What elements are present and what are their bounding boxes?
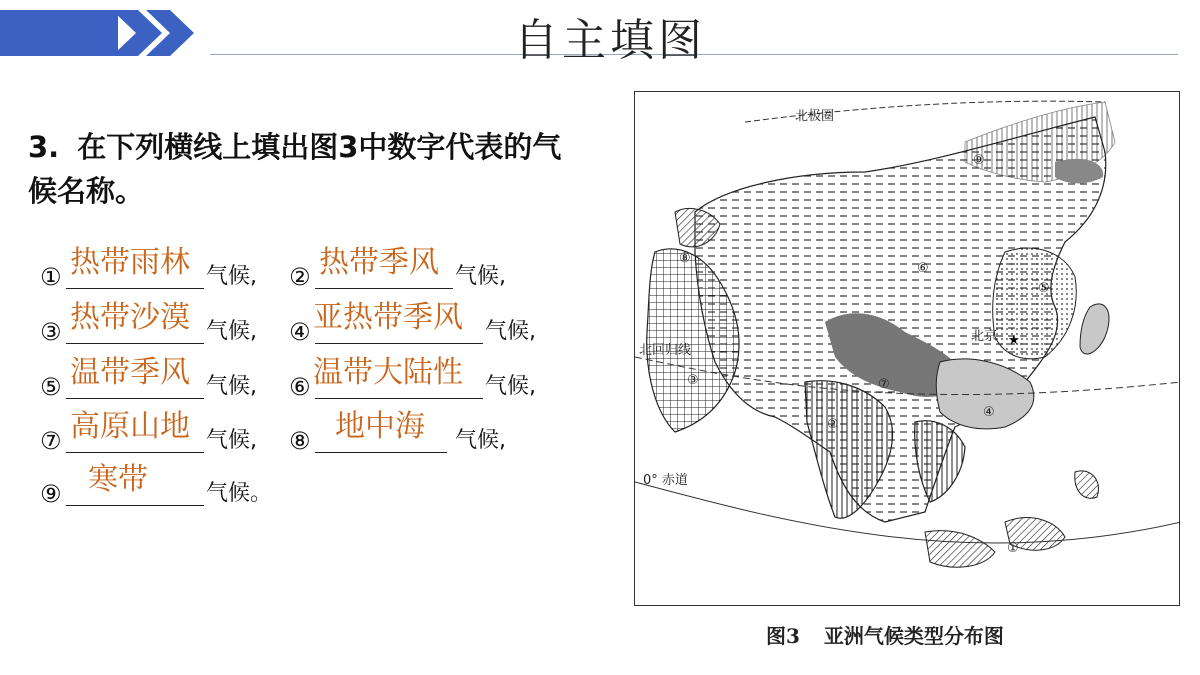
blank-line[interactable] bbox=[66, 288, 204, 289]
blank-line[interactable] bbox=[66, 398, 204, 399]
map-caption-number: 图3 bbox=[766, 624, 800, 648]
climate-map-svg bbox=[635, 92, 1180, 606]
answer-text: 热带季风 bbox=[319, 245, 439, 280]
answer-text: 地中海 bbox=[335, 409, 425, 444]
question-prompt: 在下列横线上填出图3中数字代表的气候名称。 bbox=[28, 130, 562, 208]
answer-row bbox=[40, 301, 569, 351]
beijing-label: 北京 bbox=[971, 329, 998, 344]
answer-row bbox=[40, 246, 529, 296]
temperate-monsoon-region bbox=[993, 248, 1077, 359]
beijing-star-icon: ★ bbox=[1008, 333, 1020, 348]
answer-text: 高原山地 bbox=[70, 409, 190, 444]
chevron-right-icon bbox=[112, 10, 212, 56]
region-marker-4: ④ bbox=[983, 405, 995, 420]
item-marker: ⑦ bbox=[40, 427, 62, 455]
item-suffix: 气候, bbox=[485, 374, 536, 399]
region-marker-8: ⑧ bbox=[679, 251, 691, 266]
region-marker-3: ③ bbox=[687, 373, 699, 388]
item-suffix: 气候, bbox=[206, 374, 257, 399]
equator-label: 0° 赤道 bbox=[643, 473, 688, 488]
item-suffix: 气候, bbox=[455, 264, 506, 289]
region-marker-7: ⑦ bbox=[878, 377, 890, 392]
item-suffix: 气候, bbox=[206, 264, 257, 289]
blank-line[interactable] bbox=[315, 343, 483, 344]
item-marker: ② bbox=[289, 263, 311, 291]
item-marker: ⑧ bbox=[289, 427, 311, 455]
answer-item bbox=[289, 410, 529, 460]
answer-row bbox=[40, 410, 529, 460]
answer-text: 寒带 bbox=[88, 462, 148, 497]
japan-region bbox=[1080, 304, 1109, 354]
blank-line[interactable] bbox=[315, 398, 483, 399]
answer-item bbox=[289, 246, 529, 296]
climate-map bbox=[634, 91, 1180, 606]
tropical-rainforest-region-3 bbox=[1075, 471, 1099, 498]
answer-item bbox=[40, 246, 282, 296]
answer-text: 热带沙漠 bbox=[70, 300, 190, 335]
answer-item bbox=[40, 410, 282, 460]
map-caption bbox=[766, 620, 1004, 649]
map-caption-title: 亚洲气候类型分布图 bbox=[823, 624, 1004, 648]
item-marker: ⑨ bbox=[40, 480, 62, 508]
answer-row bbox=[40, 463, 282, 513]
blank-line[interactable] bbox=[66, 452, 204, 453]
item-marker: ① bbox=[40, 263, 62, 291]
question-number: 3. bbox=[28, 130, 60, 164]
blank-line[interactable] bbox=[66, 505, 204, 506]
region-marker-2: ② bbox=[827, 417, 839, 432]
item-marker: ④ bbox=[289, 318, 311, 346]
answer-row bbox=[40, 356, 569, 406]
answer-item bbox=[40, 356, 282, 406]
answer-text: 热带雨林 bbox=[70, 245, 190, 280]
item-suffix: 气候, bbox=[485, 319, 536, 344]
region-marker-9: ⑨ bbox=[973, 153, 985, 168]
arctic-circle-label: 北极圈 bbox=[795, 109, 835, 124]
header-bar bbox=[0, 10, 118, 56]
item-suffix: 气候, bbox=[206, 428, 257, 453]
tropical-rainforest-region-1 bbox=[925, 531, 995, 568]
item-marker: ⑥ bbox=[289, 373, 311, 401]
answer-item bbox=[40, 301, 282, 351]
tropic-cancer-label: 北回归线 bbox=[639, 343, 692, 358]
region-marker-6: ⑥ bbox=[917, 261, 929, 276]
item-marker: ⑤ bbox=[40, 373, 62, 401]
item-suffix: 气候。 bbox=[206, 481, 273, 506]
question-text bbox=[28, 125, 588, 213]
region-marker-1: ① bbox=[1007, 541, 1019, 556]
page-title: 自主填图 bbox=[514, 15, 706, 66]
item-marker: ③ bbox=[40, 318, 62, 346]
answer-text: 温带大陆性 bbox=[313, 355, 463, 390]
region-marker-5: ⑤ bbox=[1038, 281, 1050, 296]
answer-text: 亚热带季风 bbox=[313, 300, 463, 335]
answer-item bbox=[40, 463, 282, 513]
answer-text: 温带季风 bbox=[70, 355, 190, 390]
item-suffix: 气候, bbox=[206, 319, 257, 344]
item-suffix: 气候, bbox=[455, 428, 506, 453]
blank-line[interactable] bbox=[315, 452, 447, 453]
answer-item bbox=[289, 301, 569, 351]
answer-item bbox=[289, 356, 569, 406]
blank-line[interactable] bbox=[315, 288, 453, 289]
blank-line[interactable] bbox=[66, 343, 204, 344]
